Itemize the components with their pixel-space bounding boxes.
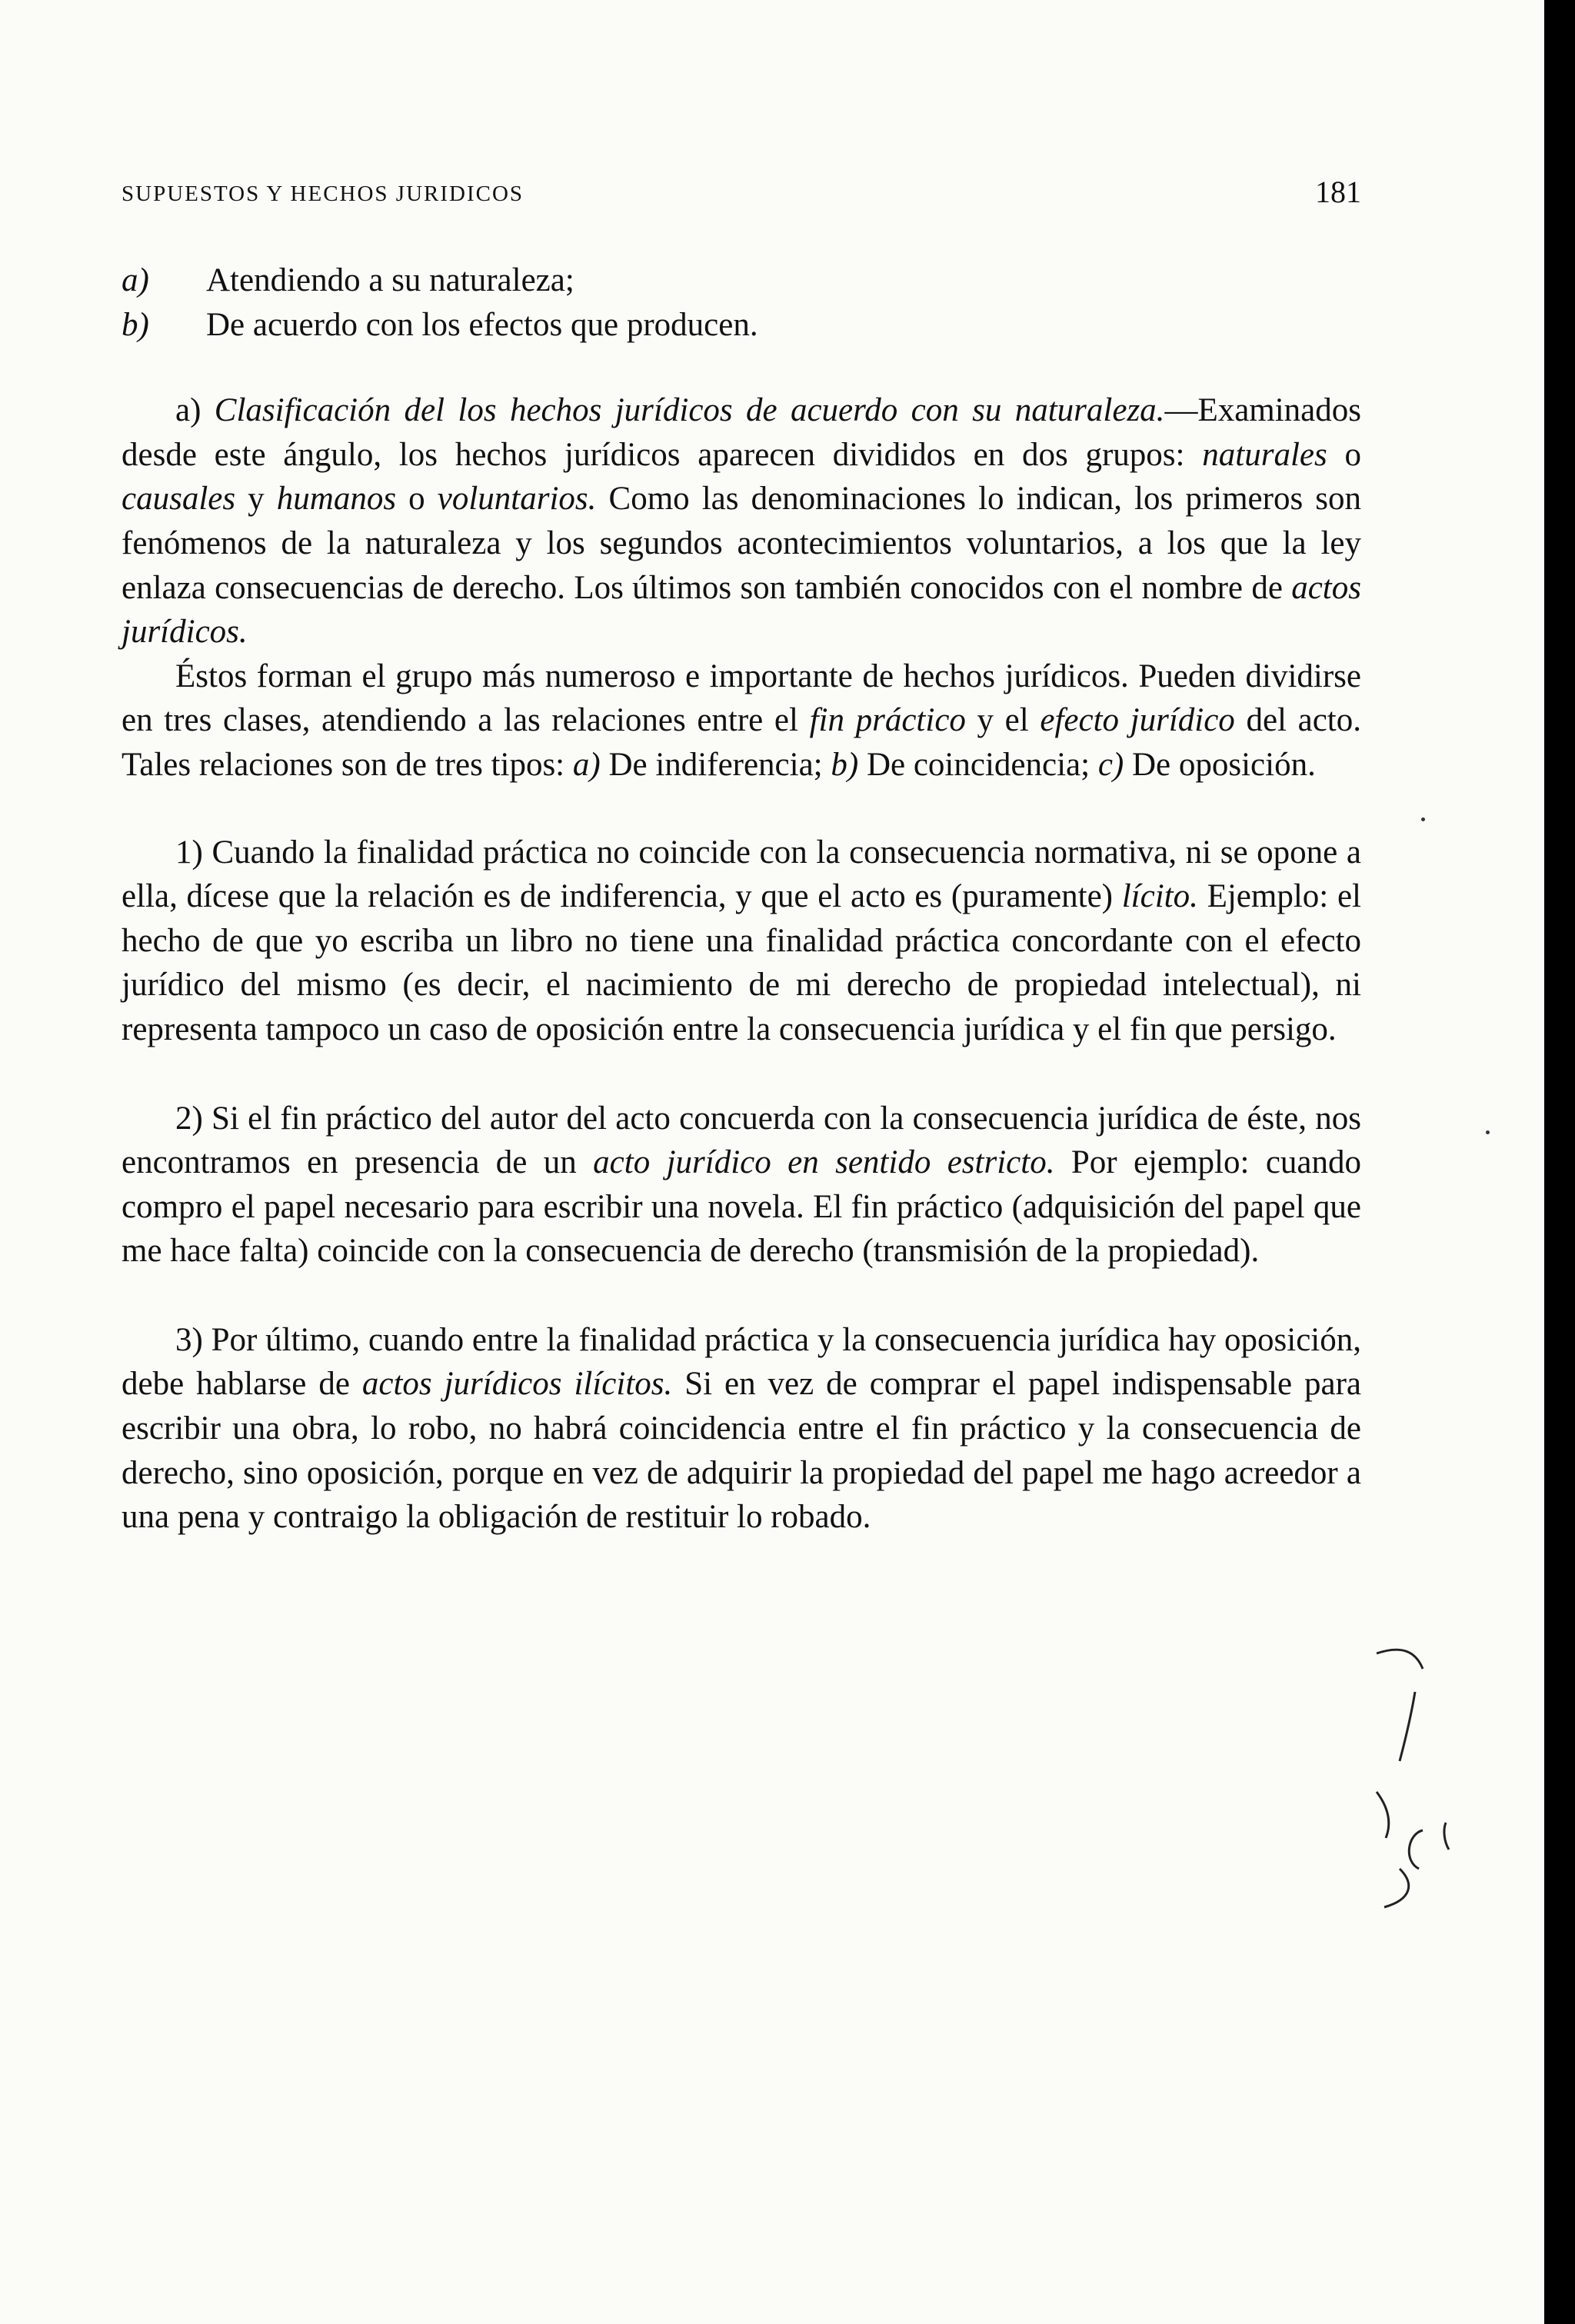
italic-term: actos jurídicos. [122,569,1361,651]
italic-term: fin práctico [809,702,966,739]
paragraph-text: Por ejemplo: cuando compro el papel necesario para escribir una novela. El fin práctico (adquisición del papel que me hace falta) coincide con la consecuencia de derecho (transmisión de la propiedad). [122,1144,1361,1270]
italic-term: naturales [1202,436,1327,473]
list-item-b [122,303,1361,348]
list-marker: a) [122,262,149,298]
italic-term: causales [122,481,236,518]
list-item-text: Atendiendo a su naturaleza; [206,262,574,298]
paragraph-text: —Examinados desde este ángulo, los hechos jurídicos aparecen divididos en dos grupos: [122,392,1362,473]
paragraph-1 [122,831,1361,1052]
paragraph-text: De coincidencia; [858,746,1098,783]
estos-paragraph [122,654,1361,787]
italic-term: actos jurídicos ilícitos. [361,1366,673,1403]
section-title: Clasificación del los hechos jurídicos de acuerdo con su naturaleza. [214,392,1165,429]
italic-marker: c) [1097,746,1124,783]
paragraph-text: 2) Si el fin práctico del autor del acto concuerda con la consecuencia jurídica de éste, nos encontramos en presencia de un [122,1100,1361,1181]
paragraph-3 [122,1318,1361,1540]
body-text [122,258,1361,1540]
italic-term: humanos [276,481,397,518]
list-item-text: De acuerdo con los efectos que producen. [206,306,758,343]
page-header [122,174,1361,220]
paragraph-text: Como las denominaciones lo indican, los primeros son fenómenos de la naturaleza y los segundos acontecimientos voluntarios, a los que la ley enlaza consecuencias de derecho. Los últimos son también conocidos con el nombre de [122,481,1361,606]
section-a-paragraph [122,388,1361,654]
paragraph-text: De indiferencia; [600,746,831,783]
italic-term: acto jurídico en sentido estricto. [593,1144,1055,1181]
list-marker: b) [122,306,149,343]
list-item-a [122,258,1361,303]
page-number: 181 [1315,175,1361,209]
paragraph-text: Ejemplo: el hecho de que yo escriba un libro no tiene una finalidad práctica concordante con el efecto jurídico del mismo (es decir, el nacimiento de mi derecho de propiedad intelectual), ni representa tampoco un caso de oposición entre la consecuencia jurídica y el fin que persigo. [122,878,1361,1047]
margin-bracket-mark [1369,1638,1469,1899]
paragraph-text: o [1327,436,1361,473]
running-title: SUPUESTOS Y HECHOS JURIDICOS [122,181,524,206]
paragraph-text: 3) Por último, cuando entre la finalidad práctica y la consecuencia jurídica hay oposición, debe hablarse de [122,1321,1361,1403]
italic-term: lícito. [1121,878,1198,915]
paragraph-text: y [235,481,277,518]
paragraph-text: De oposición. [1124,746,1316,783]
paragraph-text: 1) Cuando la finalidad práctica no coincide con la consecuencia normativa, ni se opone a ella, dícese que la relación es de indiferencia, y que el acto es (puramente) [122,834,1361,915]
italic-term: voluntarios. [437,481,597,518]
paragraph-2 [122,1097,1361,1274]
section-label: a) [175,392,201,429]
italic-marker: a) [572,746,601,783]
paragraph-text: Éstos forman el grupo más numeroso e importante de hechos jurídicos. Pueden dividirse en tres clases, atendiendo a las relaciones entre el [122,658,1361,739]
italic-term: efecto jurídico [1040,702,1235,739]
ink-speck [1486,1130,1490,1134]
paragraph-text: o [396,481,438,518]
ink-speck [1421,817,1425,821]
italic-marker: b) [831,746,859,783]
paragraph-text: del acto. Tales relaciones son de tres tipos: [122,702,1361,783]
paragraph-text: Si en vez de comprar el papel indispensable para escribir una obra, lo robo, no habrá coincidencia entre el fin práctico y la consecuencia de derecho, sino oposición, porque en vez de adquirir la propiedad del papel me hago acreedor a una pena y contraigo la obligación de restituir lo robado. [122,1366,1361,1536]
paragraph-text: y el [965,702,1041,739]
